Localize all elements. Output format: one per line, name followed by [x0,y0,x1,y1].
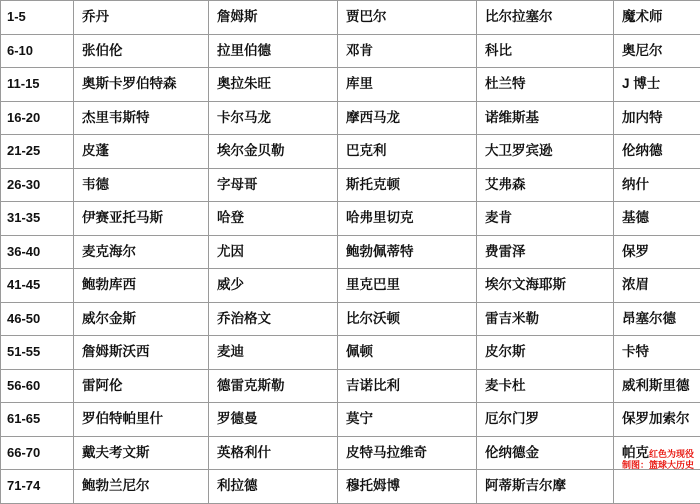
table-row [1,68,700,102]
player-name-cell: 哈登 [209,202,338,236]
player-name-cell: 雷吉米勒 [477,302,614,336]
rank-range-cell: 21-25 [1,135,74,169]
rank-range-cell: 51-55 [1,336,74,370]
player-name-cell: 麦迪 [209,336,338,370]
player-name-cell: 詹姆斯 [209,1,338,35]
player-name-cell: 奥拉朱旺 [209,68,338,102]
player-name-cell: 贾巴尔 [338,1,477,35]
rank-range-cell: 41-45 [1,269,74,303]
player-name-cell: 埃尔文海耶斯 [477,269,614,303]
player-name-cell: 皮蓬 [74,135,209,169]
rank-range-cell: 46-50 [1,302,74,336]
footnote [622,449,694,472]
player-name-cell: 鲍勃兰尼尔 [74,470,209,504]
player-name-cell: 麦克海尔 [74,235,209,269]
table-body [1,1,700,504]
player-name-cell: 英格利什 [209,436,338,470]
player-name-cell: 戴夫考文斯 [74,436,209,470]
player-name-cell: 纳什 [614,168,700,202]
table-row [1,1,700,35]
player-name-cell: 杜兰特 [477,68,614,102]
table-row [1,302,700,336]
player-name-cell: 魔术师 [614,1,700,35]
player-name-cell [614,470,700,504]
player-name-cell: 莫宁 [338,403,477,437]
table-row [1,269,700,303]
player-name-cell: 尤因 [209,235,338,269]
table-row [1,369,700,403]
player-name-cell: 张伯伦 [74,34,209,68]
table-row [1,403,700,437]
player-name-cell: 哈弗里切克 [338,202,477,236]
player-name-cell: 詹姆斯沃西 [74,336,209,370]
table-row [1,135,700,169]
player-name-cell: 拉里伯德 [209,34,338,68]
player-name-cell: 加内特 [614,101,700,135]
rank-range-cell: 1-5 [1,1,74,35]
player-name-cell: 奥尼尔 [614,34,700,68]
player-name-cell: 乔治格文 [209,302,338,336]
player-name-cell: 帕克 [614,436,700,470]
player-name-cell: 韦德 [74,168,209,202]
player-name-cell: 埃尔金贝勒 [209,135,338,169]
player-name-cell: 邓肯 [338,34,477,68]
player-name-cell: 威少 [209,269,338,303]
player-name-cell: 穆托姆博 [338,470,477,504]
player-name-cell: 奥斯卡罗伯特森 [74,68,209,102]
player-name-cell: 伦纳德 [614,135,700,169]
player-name-cell: 罗德曼 [209,403,338,437]
rank-range-cell: 71-74 [1,470,74,504]
rank-range-cell: 6-10 [1,34,74,68]
player-name-cell: 基德 [614,202,700,236]
player-name-cell: 保罗 [614,235,700,269]
player-name-cell: 吉诺比利 [338,369,477,403]
player-name-cell: 伦纳德金 [477,436,614,470]
rank-range-cell: 66-70 [1,436,74,470]
footnote-line-2: 制图：篮球大历史 [622,460,694,471]
table-row [1,101,700,135]
player-name-cell: 保罗加索尔 [614,403,700,437]
player-name-cell: 皮尔斯 [477,336,614,370]
rank-range-cell: 56-60 [1,369,74,403]
player-name-cell: 佩顿 [338,336,477,370]
player-name-cell: 诺维斯基 [477,101,614,135]
player-name-cell: 利拉德 [209,470,338,504]
player-name-cell: 字母哥 [209,168,338,202]
player-name-cell: 浓眉 [614,269,700,303]
player-name-cell: J 博士 [614,68,700,102]
player-name-cell: 伊赛亚托马斯 [74,202,209,236]
player-name-cell: 罗伯特帕里什 [74,403,209,437]
player-name-cell: 昂塞尔德 [614,302,700,336]
player-name-cell: 威尔金斯 [74,302,209,336]
player-name-cell: 阿蒂斯吉尔摩 [477,470,614,504]
table-row [1,470,700,504]
player-name-cell: 费雷泽 [477,235,614,269]
table-row [1,235,700,269]
player-name-cell: 乔丹 [74,1,209,35]
player-name-cell: 雷阿伦 [74,369,209,403]
player-name-cell: 大卫罗宾逊 [477,135,614,169]
player-name-cell: 里克巴里 [338,269,477,303]
player-name-cell: 鲍勃库西 [74,269,209,303]
player-name-cell: 卡特 [614,336,700,370]
table-row [1,202,700,236]
table-row [1,34,700,68]
rank-range-cell: 16-20 [1,101,74,135]
player-name-cell: 巴克利 [338,135,477,169]
player-name-cell: 比尔沃顿 [338,302,477,336]
rank-range-cell: 26-30 [1,168,74,202]
player-name-cell: 厄尔门罗 [477,403,614,437]
player-name-cell: 比尔拉塞尔 [477,1,614,35]
player-name-cell: 鲍勃佩蒂特 [338,235,477,269]
player-name-cell: 艾弗森 [477,168,614,202]
table-row [1,436,700,470]
table-row [1,336,700,370]
player-name-cell: 麦卡杜 [477,369,614,403]
player-name-cell: 卡尔马龙 [209,101,338,135]
rank-range-cell: 36-40 [1,235,74,269]
player-name-cell: 皮特马拉维奇 [338,436,477,470]
table-row [1,168,700,202]
rank-range-cell: 31-35 [1,202,74,236]
player-name-cell: 杰里韦斯特 [74,101,209,135]
player-name-cell: 科比 [477,34,614,68]
player-name-cell: 库里 [338,68,477,102]
player-name-cell: 斯托克顿 [338,168,477,202]
player-name-cell: 威利斯里德 [614,369,700,403]
rank-range-cell: 11-15 [1,68,74,102]
player-name-cell: 摩西马龙 [338,101,477,135]
player-name-cell: 德雷克斯勒 [209,369,338,403]
footnote-line-1: 红色为现役 [622,449,694,460]
player-name-cell: 麦肯 [477,202,614,236]
rank-range-cell: 61-65 [1,403,74,437]
